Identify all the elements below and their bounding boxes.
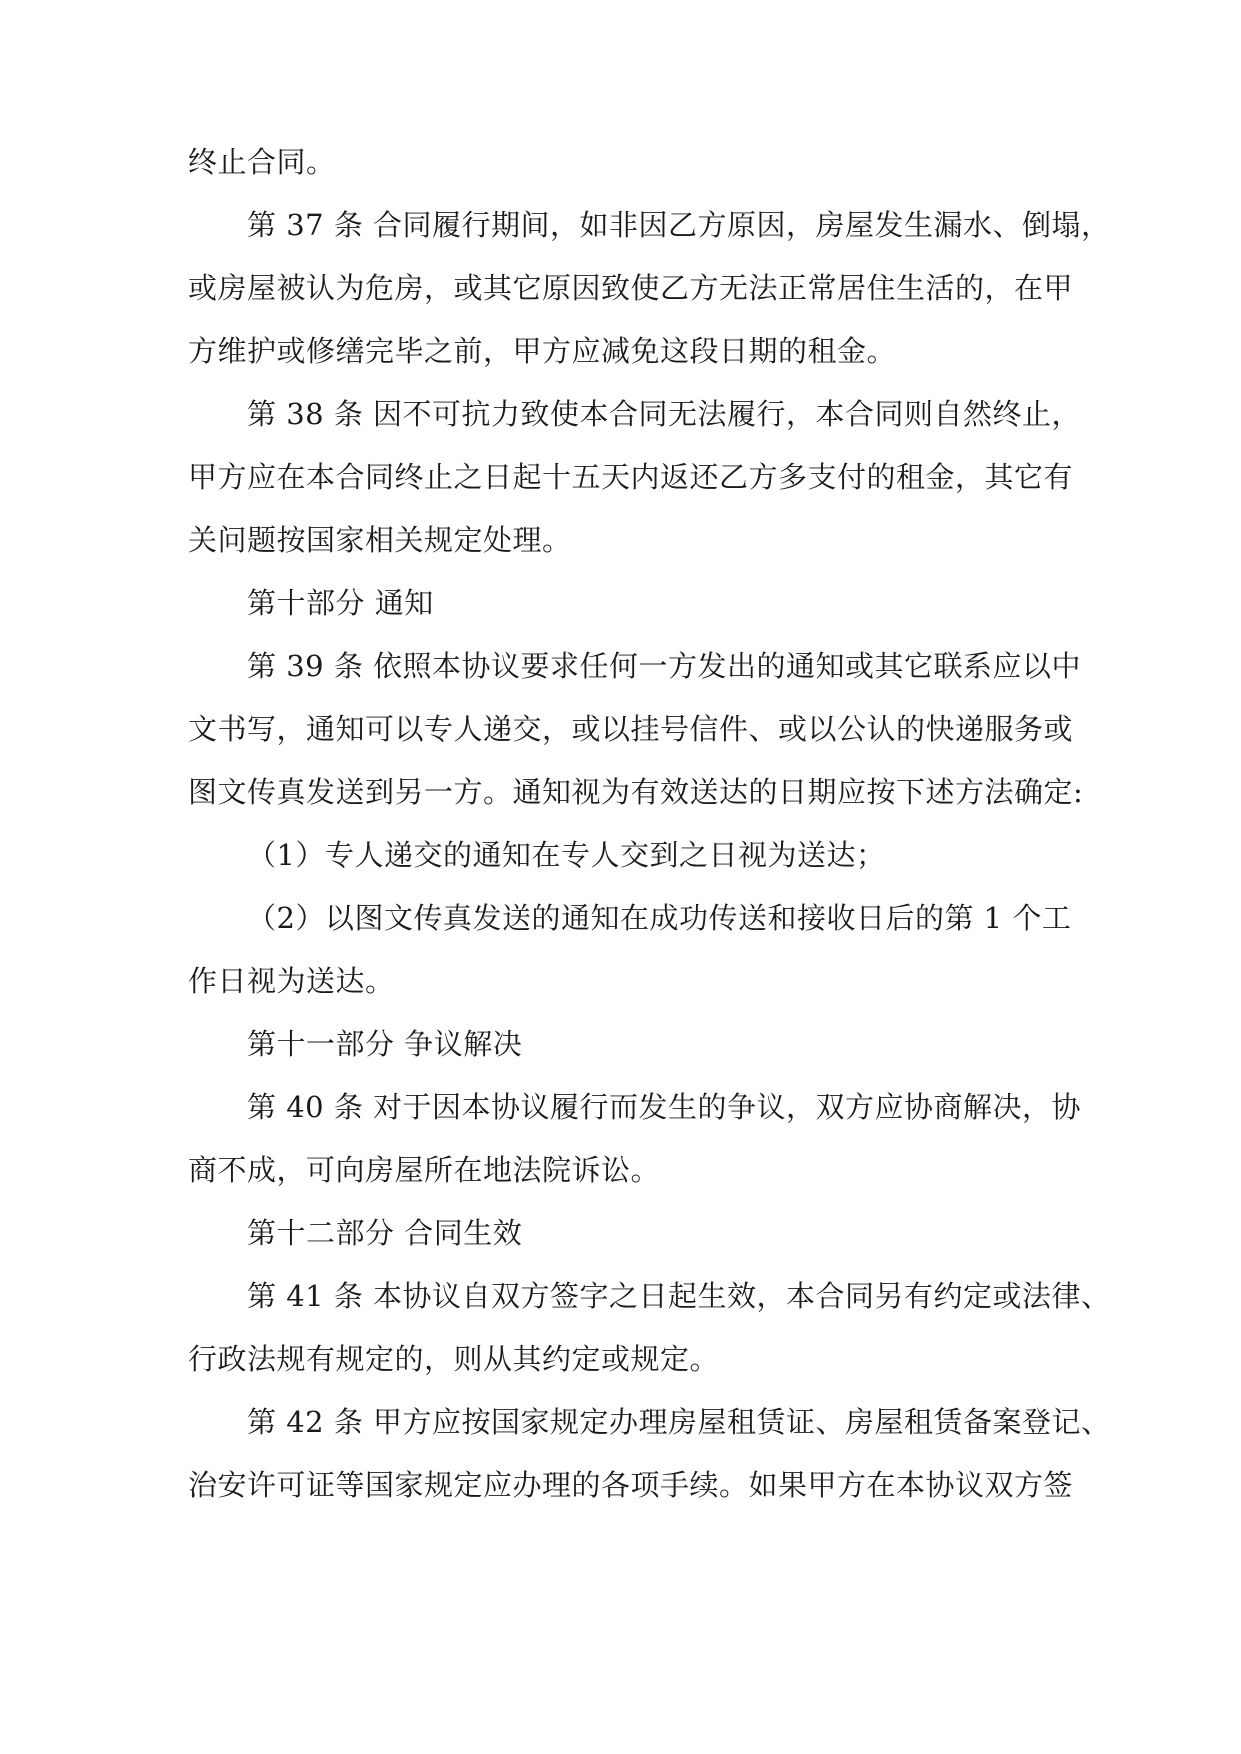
article-38-line: 第 38 条 因不可抗力致使本合同无法履行，本合同则自然终止，	[247, 397, 1082, 431]
text-line: 文书写，通知可以专人递交，或以挂号信件、或以公认的快递服务或	[188, 712, 1074, 746]
text-line: 方维护或修缮完毕之前，甲方应减免这段日期的租金。	[188, 334, 897, 368]
text-line: 终止合同。	[188, 145, 336, 179]
article-40-line: 第 40 条 对于因本协议履行而发生的争议，双方应协商解决，协	[247, 1090, 1082, 1124]
section-heading-effect: 第十二部分 合同生效	[247, 1216, 523, 1250]
section-heading-notice: 第十部分 通知	[247, 586, 434, 620]
text-line: 关问题按国家相关规定处理。	[188, 523, 572, 557]
list-item-1: （1）专人递交的通知在专人交到之日视为送达；	[247, 838, 886, 872]
list-item-2: （2）以图文传真发送的通知在成功传送和接收日后的第 1 个工	[247, 901, 1072, 935]
text-line: 图文传真发送到另一方。通知视为有效送达的日期应按下述方法确定:	[188, 775, 1084, 809]
text-line: 商不成，可向房屋所在地法院诉讼。	[188, 1153, 661, 1187]
text-line: 治安许可证等国家规定应办理的各项手续。如果甲方在本协议双方签	[188, 1468, 1074, 1502]
article-41-line: 第 41 条 本协议自双方签字之日起生效，本合同另有约定或法律、	[247, 1279, 1111, 1313]
text-line: 作日视为送达。	[188, 964, 395, 998]
article-39-line: 第 39 条 依照本协议要求任何一方发出的通知或其它联系应以中	[247, 649, 1082, 683]
text-line: 甲方应在本合同终止之日起十五天内返还乙方多支付的租金，其它有	[188, 460, 1074, 494]
article-42-line: 第 42 条 甲方应按国家规定办理房屋租赁证、房屋租赁备案登记、	[247, 1405, 1111, 1439]
article-37-line: 第 37 条 合同履行期间，如非因乙方原因，房屋发生漏水、倒塌，	[247, 208, 1111, 242]
text-line: 行政法规有规定的，则从其约定或规定。	[188, 1342, 720, 1376]
text-line: 或房屋被认为危房，或其它原因致使乙方无法正常居住生活的，在甲	[188, 271, 1074, 305]
section-heading-dispute: 第十一部分 争议解决	[247, 1027, 523, 1061]
